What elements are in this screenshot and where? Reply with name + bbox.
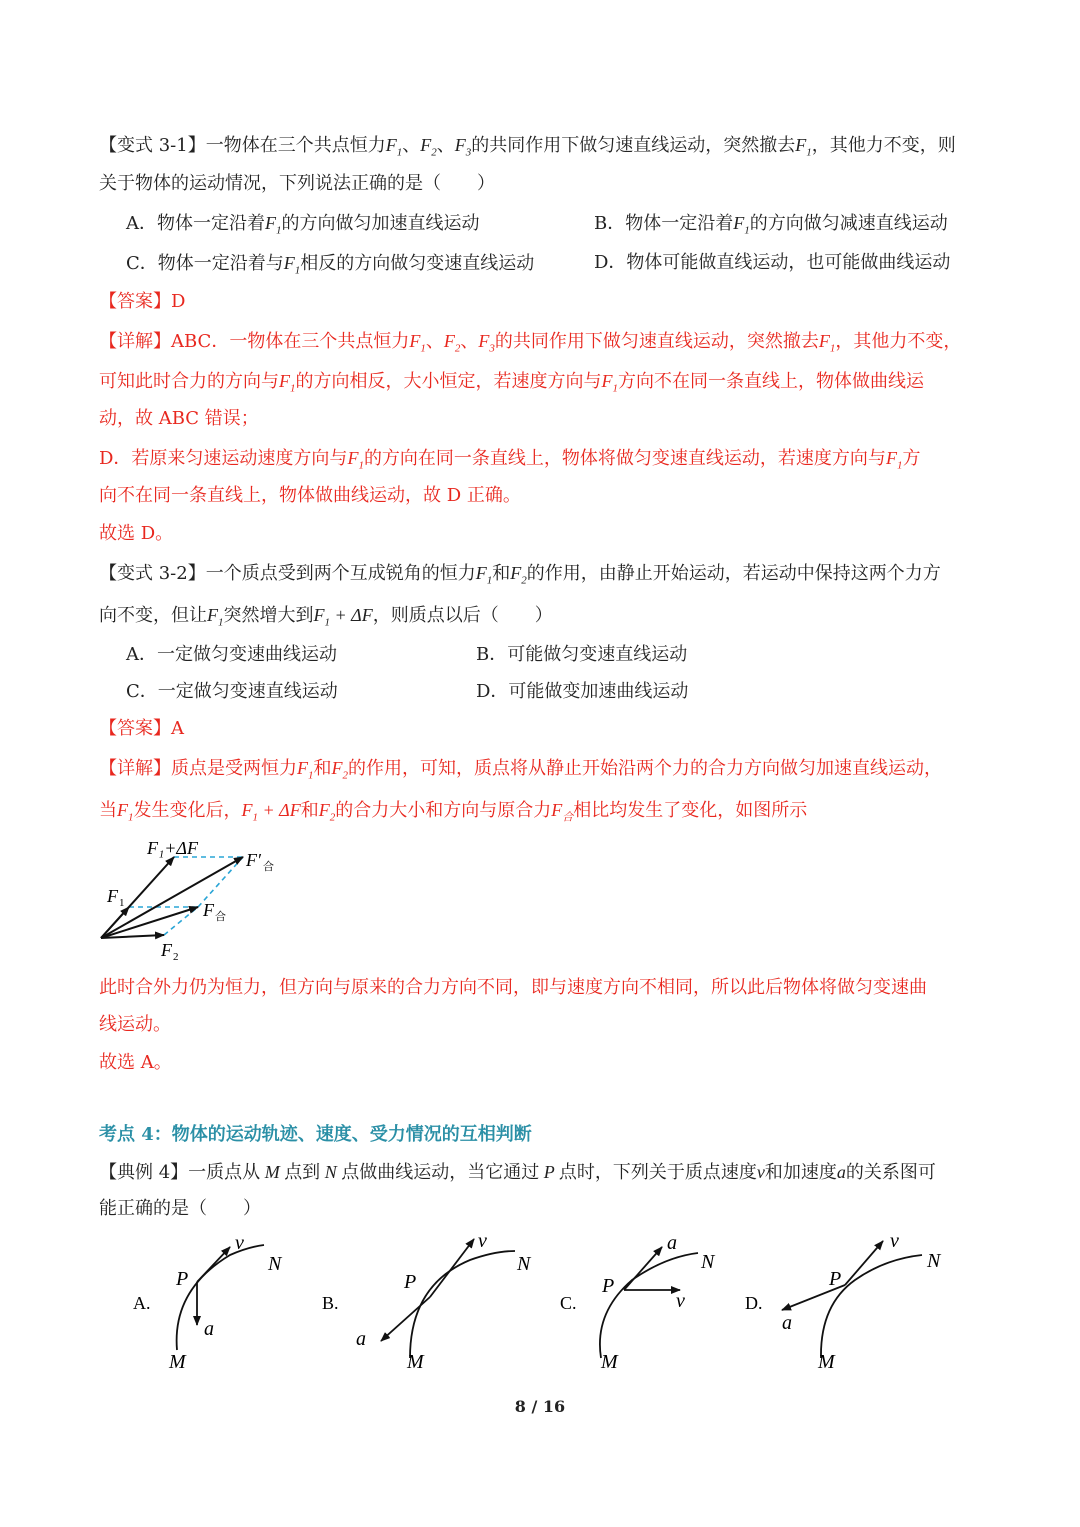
q31-detail-line2: 可知此时合力的方向与$F_1$的方向相反，大小恒定，若速度方向与$F_1$方向不在同一条直线上，物体做曲线运 <box>99 371 924 395</box>
q32-detail-line3: 此时合外力仍为恒力，但方向与原来的合力方向不同，即与速度方向不相同，所以此后物体将做匀变速曲 <box>99 977 927 998</box>
q31-option-a: A．物体一定沿着$F_1$的方向做匀加速直线运动 <box>126 213 480 237</box>
label-f2: F <box>161 940 172 960</box>
svg-text:M: M <box>818 1351 835 1373</box>
q32-option-d: D．可能做变加速曲线运动 <box>476 681 689 702</box>
svg-text:P: P <box>829 1268 842 1290</box>
label-f1-sub: 1 <box>119 897 125 909</box>
option-a-figure <box>133 1232 283 1373</box>
svg-text:P: P <box>176 1268 189 1290</box>
q32-choose: 故选 A。 <box>99 1052 172 1073</box>
option-d-figure <box>745 1230 942 1373</box>
label-f1-plus-df: F₁+ΔF <box>147 838 198 858</box>
svg-text:v: v <box>478 1230 487 1252</box>
page-number: 8 / 16 <box>514 1397 566 1416</box>
option-a-label: A. <box>133 1293 151 1313</box>
q32-detail-line1: 【详解】质点是受两恒力$F_1$和$F_2$的作用，可知，质点将从静止开始沿两个力的合力方向做匀加速直线运动， <box>99 758 942 782</box>
option-b-label: B. <box>322 1293 339 1313</box>
option-d-label: D. <box>745 1293 763 1313</box>
svg-text:P: P <box>404 1271 417 1293</box>
svg-text:a: a <box>356 1328 366 1350</box>
q32-answer: 【答案】A <box>99 718 184 739</box>
q31-detail-line4: D．若原来匀速运动速度方向与$F_1$的方向在同一条直线上，物体将做匀变速直线运动，若速度方向与$F_1$方 <box>99 448 921 472</box>
q31-option-b: B．物体一定沿着$F_1$的方向做匀减速直线运动 <box>594 213 948 237</box>
label-f-he: F <box>203 900 214 920</box>
q31-choose: 故选 D。 <box>99 523 174 544</box>
svg-text:M: M <box>169 1351 186 1373</box>
svg-text:a: a <box>204 1318 214 1340</box>
q31-stem-line1: 【变式 3-1】一物体在三个共点恒力$F_1$、$F_2$、$F_3$的共同作用下做匀速直线运动，突然撤去$F_1$，其他力不变，则 <box>99 135 956 159</box>
kp4-stem-line2: 能正确的是（ ） <box>99 1198 261 1219</box>
svg-text:N: N <box>927 1250 941 1272</box>
force-parallelogram-figure <box>95 832 295 967</box>
label-f-prime: F′ <box>246 850 261 870</box>
q31-option-c: C．物体一定沿着与$F_1$相反的方向做匀变速直线运动 <box>126 253 535 277</box>
q32-detail-line4: 线运动。 <box>99 1014 171 1035</box>
q32-detail-line2: 当$F_1$发生变化后，$F_1 + \Delta F$和$F_2$的合力大小和方向与原合力$F_合$相比均发生了变化，如图所示 <box>99 800 808 824</box>
q32-stem-line1: 【变式 3-2】一个质点受到两个互成锐角的恒力$F_1$和$F_2$的作用，由静止开始运动，若运动中保持这两个力方 <box>99 563 941 587</box>
svg-text:v: v <box>890 1230 899 1252</box>
svg-text:N: N <box>517 1253 531 1275</box>
q31-option-d: D．物体可能做直线运动，也可能做曲线运动 <box>594 252 951 273</box>
q31-detail-line3: 动，故 ABC 错误； <box>99 408 259 429</box>
q32-option-c: C．一定做匀变速直线运动 <box>126 681 338 702</box>
svg-text:P: P <box>602 1275 615 1297</box>
svg-text:a: a <box>782 1312 792 1334</box>
svg-text:v: v <box>235 1232 244 1254</box>
svg-text:v: v <box>676 1290 685 1312</box>
q31-detail-line1: 【详解】ABC．一物体在三个共点恒力$F_1$、$F_2$、$F_3$的共同作用下做匀速直线运动，突然撤去$F_1$，其他力不变， <box>99 331 962 355</box>
q32-option-b: B．可能做匀变速直线运动 <box>476 644 688 665</box>
svg-text:M: M <box>601 1351 618 1373</box>
kp4-options-figure <box>0 1225 1080 1385</box>
label-f2-sub: 2 <box>173 951 179 963</box>
q31-answer: 【答案】D <box>99 291 186 312</box>
svg-text:a: a <box>667 1232 677 1254</box>
label-f-prime-sub: 合 <box>263 861 274 873</box>
q31-stem-line2: 关于物体的运动情况，下列说法正确的是（ ） <box>99 173 495 194</box>
option-c-label: C. <box>560 1293 577 1313</box>
svg-text:N: N <box>701 1251 715 1273</box>
q31-detail-line5: 向不在同一条直线上，物体做曲线运动，故 D 正确。 <box>99 485 521 506</box>
svg-text:M: M <box>407 1351 424 1373</box>
section-title-kp4: 考点 4：物体的运动轨迹、速度、受力情况的互相判断 <box>99 1124 532 1145</box>
q32-stem-line2: 向不变，但让$F_1$突然增大到$F_1 + \Delta F$，则质点以后（ ） <box>99 605 553 629</box>
label-f1: F <box>107 886 118 906</box>
option-c-figure <box>560 1232 716 1373</box>
option-b-figure <box>322 1230 532 1373</box>
kp4-stem-line1: 【典例 4】一质点从 M 点到 N 点做曲线运动，当它通过 P 点时，下列关于质点速度v和加速度a的关系图可 <box>99 1162 936 1183</box>
q32-option-a: A．一定做匀变速曲线运动 <box>126 644 337 665</box>
svg-text:N: N <box>268 1253 282 1275</box>
label-f-he-sub: 合 <box>215 911 226 923</box>
